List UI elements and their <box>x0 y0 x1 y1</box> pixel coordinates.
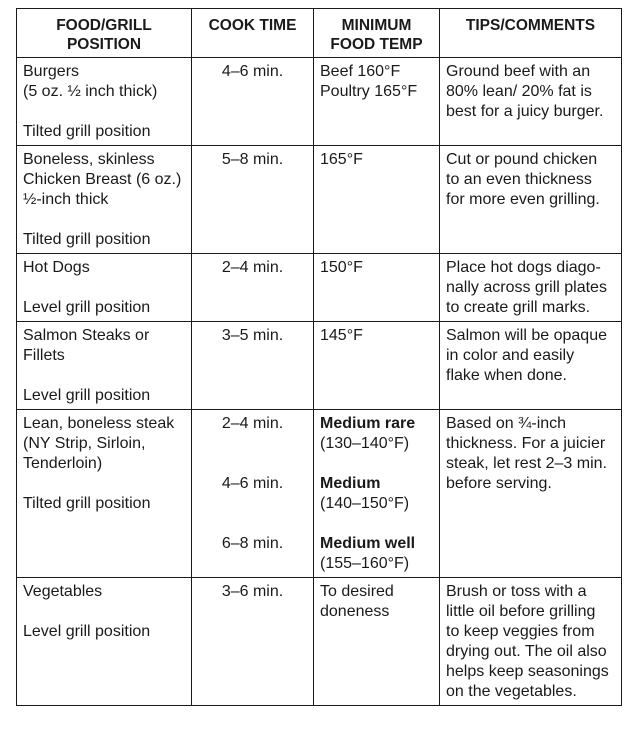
cell-line: ½-inch thick <box>23 191 109 208</box>
cell-line: 4–6 min. <box>221 63 284 80</box>
cell-line: Based on ¾-inch <box>446 415 567 432</box>
cell-line: before serving. <box>446 475 552 492</box>
cell-line: Chicken Breast (6 oz.) <box>23 171 182 188</box>
spacer-line <box>23 602 185 622</box>
cell-line: on the vegetables. <box>446 683 577 700</box>
min-temp-cell <box>314 322 440 410</box>
tips-cell <box>440 410 622 578</box>
cell-line: Tenderloin) <box>23 455 103 472</box>
food-cell <box>17 578 192 706</box>
cell-line: Hot Dogs <box>23 259 90 276</box>
cell-line: Salmon Steaks or <box>23 327 150 344</box>
cell-line: Beef 160°F <box>320 63 401 80</box>
grilling-guide-table <box>16 8 622 706</box>
cook-time-cell <box>192 58 314 146</box>
table-row <box>17 58 622 146</box>
cell-line: Medium rare <box>320 415 416 432</box>
cell-line: Medium well <box>320 535 416 552</box>
cell-line: Level grill position <box>23 623 151 640</box>
cell-line: flake when done. <box>446 367 567 384</box>
cell-line: 150°F <box>320 259 363 276</box>
cell-line: To desired <box>320 583 394 600</box>
cell-line: doneness <box>320 603 390 620</box>
cell-line: Ground beef with an <box>446 63 591 80</box>
table-row <box>17 578 622 706</box>
min-temp-cell <box>314 146 440 254</box>
min-temp-cell <box>314 410 440 578</box>
spacer-line <box>23 474 185 494</box>
cell-line: best for a juicy burger. <box>446 103 604 120</box>
header-min-temp: MINIMUM FOOD TEMP <box>314 9 440 58</box>
table-row <box>17 322 622 410</box>
cell-line: (NY Strip, Sirloin, <box>23 435 146 452</box>
cell-line: Tilted grill position <box>23 231 151 248</box>
min-temp-cell <box>314 58 440 146</box>
cell-line: Lean, boneless steak <box>23 415 175 432</box>
header-row <box>17 9 622 58</box>
cell-line: thickness. For a juicier <box>446 435 606 452</box>
spacer-line <box>23 102 185 122</box>
cell-line: to create grill marks. <box>446 299 591 316</box>
spacer-line <box>320 514 433 534</box>
table-row <box>17 146 622 254</box>
food-cell <box>17 58 192 146</box>
table-body <box>17 58 622 706</box>
tips-cell <box>440 254 622 322</box>
table-row <box>17 410 622 578</box>
cell-line: Tilted grill position <box>23 495 151 512</box>
spacer-line <box>23 366 185 386</box>
min-temp-cell <box>314 254 440 322</box>
cell-line: Place hot dogs diago- <box>446 259 601 276</box>
cell-line: 145°F <box>320 327 363 344</box>
cell-line: for more even grilling. <box>446 191 600 208</box>
food-cell <box>17 254 192 322</box>
tips-cell <box>440 578 622 706</box>
cell-line: Boneless, skinless <box>23 151 155 168</box>
cook-time-cell <box>192 410 314 578</box>
cook-time-cell <box>192 322 314 410</box>
cell-line: Fillets <box>23 347 65 364</box>
cook-time-cell <box>192 254 314 322</box>
spacer-line <box>198 514 307 534</box>
spacer-line <box>198 454 307 474</box>
table-row <box>17 254 622 322</box>
cook-time-cell <box>192 578 314 706</box>
cell-line: 4–6 min. <box>221 475 284 492</box>
cell-line: (130–140°F) <box>320 435 410 452</box>
cell-line: Burgers <box>23 63 80 80</box>
cell-line: (140–150°F) <box>320 495 410 512</box>
food-cell <box>17 146 192 254</box>
cell-line: 80% lean/ 20% fat is <box>446 83 592 100</box>
cell-line: Vegetables <box>23 583 103 600</box>
spacer-line <box>23 210 185 230</box>
cell-line: nally across grill plates <box>446 279 607 296</box>
cell-line: 2–4 min. <box>221 415 284 432</box>
cell-line: Level grill position <box>23 299 151 316</box>
cell-line: Cut or pound chicken <box>446 151 598 168</box>
spacer-line <box>198 494 307 514</box>
cell-line: Brush or toss with a <box>446 583 587 600</box>
cell-line: 6–8 min. <box>221 535 284 552</box>
spacer-line <box>198 434 307 454</box>
cell-line: in color and easily <box>446 347 575 364</box>
cook-time-cell <box>192 146 314 254</box>
cell-line: Tilted grill position <box>23 123 151 140</box>
min-temp-cell <box>314 578 440 706</box>
tips-cell <box>440 322 622 410</box>
cell-line: 2–4 min. <box>221 259 284 276</box>
cell-line: Salmon will be opaque <box>446 327 607 344</box>
cell-line: little oil before grilling <box>446 603 596 620</box>
cell-line: to an even thickness <box>446 171 592 188</box>
cell-line: Poultry 165°F <box>320 83 418 100</box>
cell-line: (5 oz. ½ inch thick) <box>23 83 158 100</box>
cell-line: steak, let rest 2–3 min. <box>446 455 607 472</box>
spacer-line <box>320 454 433 474</box>
header-cook-time: COOK TIME <box>192 9 314 58</box>
header-tips: TIPS/COMMENTS <box>440 9 622 58</box>
spacer-line <box>23 278 185 298</box>
cell-line: 165°F <box>320 151 363 168</box>
tips-cell <box>440 58 622 146</box>
cell-line: 3–6 min. <box>221 583 284 600</box>
cell-line: helps keep seasonings <box>446 663 609 680</box>
cell-line: to keep veggies from <box>446 623 595 640</box>
cell-line: (155–160°F) <box>320 555 410 572</box>
cell-line: Level grill position <box>23 387 151 404</box>
header-food: FOOD/GRILL POSITION <box>17 9 192 58</box>
cell-line: drying out. The oil also <box>446 643 607 660</box>
food-cell <box>17 410 192 578</box>
food-cell <box>17 322 192 410</box>
cell-line: Medium <box>320 475 381 492</box>
cell-line: 3–5 min. <box>221 327 284 344</box>
cell-line: 5–8 min. <box>221 151 284 168</box>
tips-cell <box>440 146 622 254</box>
